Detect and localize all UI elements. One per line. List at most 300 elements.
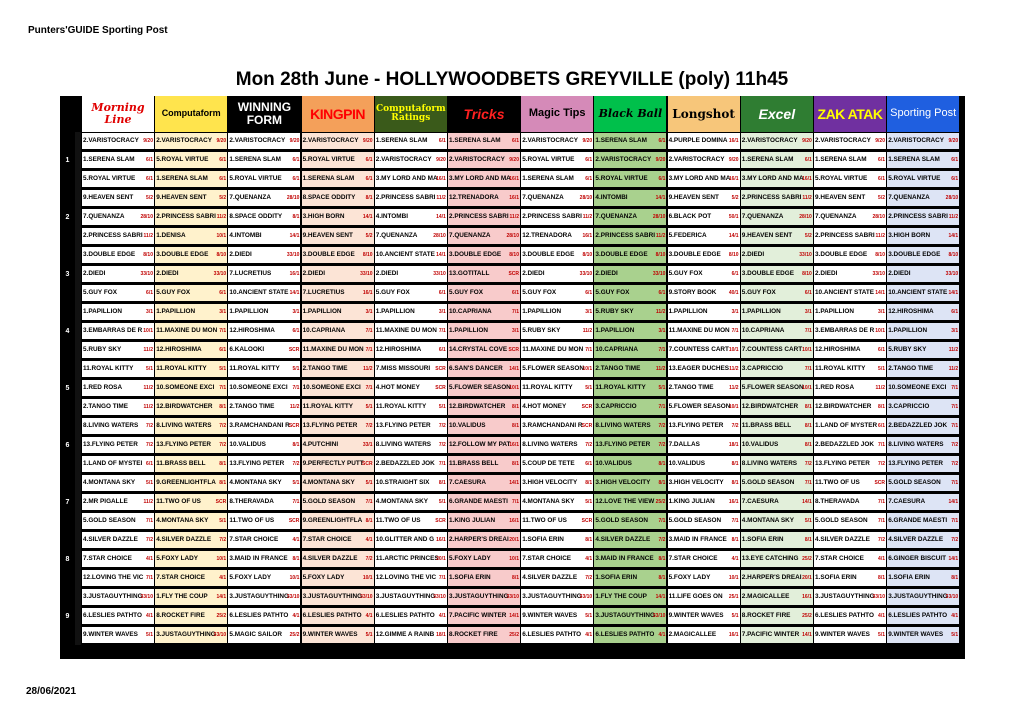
horse-odds: 14/1 — [509, 366, 519, 372]
horse-odds: 10/1 — [875, 328, 885, 334]
horse-name: 11.ROYAL KITTY — [375, 403, 427, 410]
tip-cell — [668, 133, 740, 149]
horse-name: 3.JUSTAGUYTHING — [595, 612, 655, 619]
tip-cell — [448, 399, 520, 415]
tip-cell — [448, 209, 520, 225]
horse-odds: 33/10 — [433, 594, 446, 600]
horse-name: 4.SILVER DAZZLE — [83, 536, 138, 543]
horse-odds: 20/1 — [802, 575, 812, 581]
tip-cell — [668, 589, 740, 605]
tip-cell — [82, 437, 154, 453]
horse-odds: 14/1 — [948, 556, 959, 562]
horse-name: 5.FOXY LADY — [229, 574, 272, 581]
horse-odds: 7/1 — [512, 499, 519, 505]
header-kingpin: KINGPIN — [302, 96, 374, 132]
horse-name: 10.GLITTER AND G — [375, 536, 435, 543]
horse-odds: 7/2 — [219, 423, 227, 429]
horse-odds: 11/2 — [948, 214, 959, 220]
horse-name: 2.VARISTOCRACY — [449, 156, 505, 163]
tip-cell — [594, 494, 666, 510]
tip-cell — [155, 399, 227, 415]
tip-rank-marker — [75, 626, 81, 645]
horse-odds: 7/2 — [658, 537, 666, 543]
tip-cell — [155, 627, 227, 643]
tip-cell — [668, 209, 740, 225]
horse-odds: 25/2 — [216, 613, 227, 619]
horse-odds: 9/20 — [436, 157, 446, 163]
tip-cell — [375, 608, 447, 624]
horse-odds: 7/1 — [878, 442, 885, 448]
horse-odds: 7/1 — [951, 385, 959, 391]
horse-odds: 7/2 — [951, 442, 959, 448]
horse-odds: 8/1 — [804, 404, 812, 410]
tip-cell — [155, 418, 227, 434]
horse-odds: 3/1 — [365, 309, 373, 315]
horse-name: 3.JUSTAGUYTHING — [375, 593, 436, 600]
horse-name: 12.HIROSHIMA — [888, 308, 934, 315]
header-magic-tips: Magic Tips — [521, 96, 593, 132]
horse-odds: 5/1 — [585, 385, 593, 391]
horse-odds: 14/1 — [289, 233, 300, 239]
tip-cell — [448, 551, 520, 567]
horse-name: 2.TANGO TIME — [888, 365, 934, 372]
tip-cell — [448, 589, 520, 605]
horse-name: 1.LAND OF MYSTER — [815, 422, 878, 429]
horse-odds: 8/1 — [731, 461, 739, 467]
horse-name: 2.DIEDI — [595, 270, 618, 277]
horse-name: 10.ANCIENT STATE — [375, 251, 435, 258]
horse-name: 5.GUY FOX — [595, 289, 630, 296]
horse-name: 7.LUCRETIUS — [229, 270, 272, 277]
horse-name: 5.FOXY LADY — [156, 555, 198, 562]
horse-odds: 33/10 — [433, 271, 446, 277]
horse-odds: 6/1 — [878, 176, 885, 182]
horse-odds: 11/2 — [875, 385, 885, 391]
horse-name: 1.SERENA SLAM — [375, 137, 428, 144]
tip-cell — [228, 171, 300, 187]
tip-cell — [594, 342, 666, 358]
horse-name: 11.TWO OF US — [375, 517, 421, 524]
tip-cell — [814, 342, 886, 358]
tip-cell — [814, 608, 886, 624]
tip-cell — [448, 171, 520, 187]
tip-cell — [741, 152, 813, 168]
tip-cell — [375, 456, 447, 472]
tip-cell — [155, 380, 227, 396]
horse-odds: 11/2 — [143, 347, 153, 353]
horse-name: 9.GREENLIGHTFLA — [302, 517, 363, 524]
horse-odds: SCR — [581, 518, 593, 524]
horse-odds: 7/2 — [658, 442, 666, 448]
horse-name: 5.GUY FOX — [668, 270, 703, 277]
tip-cell — [228, 456, 300, 472]
horse-odds: 4/1 — [292, 537, 300, 543]
tip-rank-marker — [75, 360, 81, 379]
tip-cell — [302, 133, 374, 149]
horse-name: 5.GOLD SEASON — [741, 479, 795, 486]
race-number: 1 — [65, 157, 70, 164]
horse-name: 2.PRINCESS SABRI — [156, 213, 216, 220]
horse-odds: 11/2 — [436, 195, 446, 201]
horse-name: 4.MONTANA SKY — [375, 498, 428, 505]
horse-odds: 5/2 — [365, 233, 373, 239]
horse-odds: 4/1 — [731, 556, 739, 562]
horse-name: 10.CAPRIANA — [595, 346, 639, 353]
horse-name: 4.PURPLE DOMINA — [668, 137, 728, 144]
table-row — [60, 474, 960, 493]
race-number: 4 — [65, 328, 70, 335]
tip-cell — [668, 304, 740, 320]
horse-odds: 3/1 — [731, 309, 739, 315]
horse-name: 7.MISS MISSOURI — [375, 365, 431, 372]
tip-rank-marker — [75, 550, 81, 569]
horse-odds: 7/2 — [951, 537, 959, 543]
tip-cell — [82, 171, 154, 187]
tip-cell — [521, 342, 593, 358]
horse-odds: 16/1 — [436, 537, 446, 543]
horse-odds: 7/1 — [951, 423, 959, 429]
horse-odds: 6/1 — [951, 176, 959, 182]
tip-cell — [668, 608, 740, 624]
horse-odds: 8/1 — [804, 423, 812, 429]
horse-odds: 4/1 — [365, 613, 373, 619]
horse-name: 3.MY LORD AND MA — [375, 175, 438, 182]
tip-cell — [741, 304, 813, 320]
horse-name: 4.MONTANA SKY — [156, 517, 209, 524]
tip-cell — [448, 361, 520, 377]
table-row — [60, 208, 960, 227]
horse-odds: 25/2 — [802, 556, 812, 562]
tip-cell — [668, 399, 740, 415]
horse-name: 6.LESLIES PATHTO — [888, 612, 948, 619]
tip-cell — [887, 247, 959, 263]
horse-odds: 6/1 — [658, 138, 666, 144]
horse-name: 9.WINTER WAVES — [888, 631, 944, 638]
horse-name: 7.CAESURA — [741, 498, 779, 505]
horse-name: 1.SERENA SLAM — [229, 156, 281, 163]
tip-cell — [448, 437, 520, 453]
horse-odds: 6/1 — [365, 176, 373, 182]
tip-cell — [814, 418, 886, 434]
horse-odds: 4/1 — [585, 632, 593, 638]
horse-odds: 14/1 — [655, 195, 666, 201]
horse-name: 12.LOVE THE VIEW — [595, 498, 655, 505]
horse-name: 9.HEAVEN SENT — [815, 194, 866, 201]
tip-cell — [814, 627, 886, 643]
horse-name: 7.QUENANZA — [815, 213, 857, 220]
tip-cell — [521, 171, 593, 187]
tip-cell — [302, 456, 374, 472]
horse-name: 2.DIEDI — [229, 251, 252, 258]
horse-name: 4.SILVER DAZZLE — [522, 574, 578, 581]
tip-cell — [814, 475, 886, 491]
horse-odds: 11/2 — [582, 214, 593, 220]
horse-name: 3.MAID IN FRANCE — [668, 536, 727, 543]
horse-name: 3.DOUBLE EDGE — [741, 270, 794, 277]
horse-odds: 10/1 — [509, 385, 519, 391]
tip-cell — [594, 304, 666, 320]
horse-odds: 7/2 — [365, 556, 373, 562]
horse-odds: 14/1 — [728, 233, 739, 239]
horse-name: 3.JUSTAGUYTHING — [449, 593, 509, 600]
horse-odds: 5/1 — [438, 404, 446, 410]
horse-odds: 16/1 — [509, 195, 519, 201]
tip-cell — [228, 589, 300, 605]
horse-name: 11.ROYAL KITTY — [229, 365, 280, 372]
horse-name: 7.STAR CHOICE — [668, 555, 718, 562]
horse-name: 14.CRYSTAL COVE — [449, 346, 508, 353]
tip-cell — [521, 133, 593, 149]
table-row — [60, 132, 960, 151]
horse-name: 4.MONTANA SKY — [741, 517, 794, 524]
tip-cell — [448, 133, 520, 149]
race-number — [60, 455, 75, 474]
tip-cell — [668, 266, 740, 282]
tip-cell — [814, 570, 886, 586]
horse-name: 7.QUENANZA — [522, 194, 564, 201]
tip-cell — [155, 285, 227, 301]
horse-name: 1.SERENA SLAM — [595, 137, 647, 144]
tip-cell — [814, 323, 886, 339]
table-row — [60, 379, 960, 398]
horse-name: 9.WINTER WAVES — [522, 612, 578, 619]
horse-odds: 10/1 — [143, 328, 153, 334]
tip-cell — [741, 209, 813, 225]
right-edge-strip — [960, 132, 965, 659]
tip-rank-marker — [75, 227, 81, 246]
horse-name: 12.LOVING THE VIC — [83, 574, 144, 581]
tip-cell — [375, 323, 447, 339]
horse-odds: 16/1 — [362, 290, 373, 296]
horse-odds: 4/1 — [878, 556, 885, 562]
horse-odds: SCR — [435, 518, 446, 524]
horse-odds: 7/1 — [292, 499, 300, 505]
horse-name: 2.VARISTOCRACY — [522, 137, 579, 144]
horse-odds: 11/2 — [655, 233, 666, 239]
horse-name: 3.JUSTAGUYTHING — [522, 593, 582, 600]
horse-odds: 8/1 — [878, 575, 885, 581]
tip-cell — [82, 399, 154, 415]
tip-rank-marker — [75, 284, 81, 303]
horse-odds: 14/1 — [802, 632, 812, 638]
horse-odds: 7/2 — [878, 537, 885, 543]
horse-name: 5.ROYAL VIRTUE — [888, 175, 941, 182]
table-row — [60, 246, 960, 265]
horse-name: 11.ARCTIC PRINCES — [375, 555, 439, 562]
horse-name: 1.SERENA SLAM — [815, 156, 867, 163]
horse-odds: 14/1 — [802, 499, 812, 505]
horse-name: 5.RUBY SKY — [83, 346, 122, 353]
horse-name: 11.ROYAL KITTY — [595, 384, 646, 391]
tip-cell — [228, 513, 300, 529]
horse-name: 4.SILVER DAZZLE — [815, 536, 870, 543]
tip-cell — [521, 551, 593, 567]
horse-name: 3.DOUBLE EDGE — [449, 251, 502, 258]
horse-name: 10.VALIDUS — [229, 441, 266, 448]
horse-name: 5.FLOWER SEASON — [522, 365, 584, 372]
horse-name: 7.COUNTESS CART — [668, 346, 729, 353]
horse-odds: 7/1 — [878, 518, 885, 524]
horse-odds: 7/2 — [878, 461, 885, 467]
horse-odds: 8/1 — [219, 461, 227, 467]
horse-odds: 10/1 — [362, 575, 373, 581]
tip-cell — [228, 247, 300, 263]
tip-cell — [155, 323, 227, 339]
horse-name: 10.SOMEONE EXCI — [888, 384, 947, 391]
horse-name: 6.GRANDE MAESTI — [449, 498, 508, 505]
race-number — [60, 512, 75, 531]
horse-odds: 10/1 — [582, 366, 593, 372]
tip-cell — [521, 247, 593, 263]
tip-cell — [668, 342, 740, 358]
horse-name: 11.TWO OF US — [815, 479, 860, 486]
tip-rank-marker — [75, 189, 81, 208]
tip-cell — [887, 380, 959, 396]
horse-name: 1.PAPILLION — [595, 327, 635, 334]
horse-odds: 7/2 — [146, 537, 153, 543]
horse-name: 5.GUY FOX — [741, 289, 776, 296]
horse-name: 11.MAXINE DU MON — [156, 327, 218, 334]
tip-cell — [448, 285, 520, 301]
tip-cell — [82, 361, 154, 377]
header-tricks: Tricks — [448, 96, 520, 132]
horse-name: 11.MAXINE DU MON — [302, 346, 364, 353]
tip-cell — [668, 285, 740, 301]
horse-odds: SCR — [874, 480, 885, 486]
horse-odds: 11/2 — [363, 366, 373, 372]
tip-cell — [814, 152, 886, 168]
horse-odds: 9/20 — [728, 157, 739, 163]
horse-name: 2.VARISTOCRACY — [815, 137, 871, 144]
tip-cell — [668, 228, 740, 244]
horse-odds: 8/1 — [512, 461, 519, 467]
horse-name: 11.ROYAL KITTY — [302, 403, 354, 410]
horse-odds: 8/10 — [875, 252, 885, 258]
horse-odds: 5/1 — [146, 366, 153, 372]
tip-cell — [448, 228, 520, 244]
horse-name: 1.SERENA SLAM — [302, 175, 355, 182]
horse-odds: 4/1 — [146, 556, 153, 562]
tip-rank-marker — [75, 417, 81, 436]
tip-cell — [521, 456, 593, 472]
tip-cell — [375, 285, 447, 301]
tip-cell — [82, 266, 154, 282]
race-number — [60, 246, 75, 265]
horse-odds: 33/10 — [360, 271, 373, 277]
horse-name: 9.HEAVEN SENT — [83, 194, 134, 201]
tip-cell — [887, 209, 959, 225]
horse-name: 12.TRENADORA — [522, 232, 572, 239]
horse-name: 2.PRINCESS SABRI — [522, 213, 582, 220]
horse-odds: 8/1 — [292, 214, 300, 220]
horse-name: 1.SERENA SLAM — [741, 156, 794, 163]
horse-name: 2.PRINCESS SABRI — [595, 232, 656, 239]
tip-cell — [82, 323, 154, 339]
horse-odds: 33/10 — [872, 594, 885, 600]
race-number — [60, 170, 75, 189]
tip-cell — [594, 323, 666, 339]
tip-cell — [82, 475, 154, 491]
horse-name: 12.GIMME A RAINB — [375, 631, 435, 638]
tip-cell — [594, 456, 666, 472]
horse-odds: 5/1 — [585, 613, 593, 619]
tip-cell — [521, 399, 593, 415]
tips-grid — [60, 96, 965, 659]
horse-odds: 5/1 — [585, 499, 593, 505]
horse-name: 2.VARISTOCRACY — [888, 137, 945, 144]
tip-cell — [302, 342, 374, 358]
horse-odds: 3/1 — [878, 309, 885, 315]
horse-name: 8.LIVING WATERS — [522, 441, 578, 448]
tip-cell — [228, 494, 300, 510]
horse-name: 3.DOUBLE EDGE — [83, 251, 136, 258]
horse-odds: 5/1 — [951, 632, 959, 638]
horse-odds: 9/20 — [289, 138, 300, 144]
horse-name: 4.PUTCHINI — [302, 441, 339, 448]
header-sporting-post: Sporting Post — [887, 96, 959, 132]
tip-cell — [741, 380, 813, 396]
horse-odds: 6/1 — [146, 157, 153, 163]
horse-odds: 6/1 — [512, 290, 519, 296]
horse-odds: 14/1 — [948, 290, 959, 296]
horse-odds: 11/2 — [289, 404, 300, 410]
horse-odds: 28/10 — [652, 214, 666, 220]
horse-odds: 11/2 — [802, 195, 812, 201]
tip-cell — [521, 190, 593, 206]
horse-odds: 28/10 — [579, 195, 593, 201]
horse-name: 2.DIEDI — [83, 270, 106, 277]
horse-name: 2.PRINCESS SABRI — [83, 232, 143, 239]
horse-odds: 7/1 — [365, 328, 373, 334]
tip-cell — [887, 304, 959, 320]
tip-cell — [814, 361, 886, 377]
tip-cell — [521, 152, 593, 168]
horse-name: 11.ROYAL KITTY — [815, 365, 866, 372]
horse-odds: 7/1 — [951, 480, 959, 486]
horse-odds: 6/1 — [878, 347, 885, 353]
horse-odds: 10/1 — [216, 556, 227, 562]
horse-name: 12.BIRDWATCHER — [741, 403, 799, 410]
horse-name: 2.VARISTOCRACY — [156, 137, 213, 144]
horse-name: 13.FLYING PETER — [302, 422, 358, 429]
horse-odds: 8/1 — [219, 480, 227, 486]
tip-cell — [448, 494, 520, 510]
tip-cell — [741, 627, 813, 643]
tip-cell — [448, 475, 520, 491]
horse-odds: 8/1 — [731, 480, 739, 486]
horse-name: 5.FEDERICA — [668, 232, 707, 239]
horse-name: 2.MR PIGALLE — [83, 498, 128, 505]
table-row — [60, 626, 960, 645]
horse-name: 7.STAR CHOICE — [815, 555, 864, 562]
horse-name: 1.SOFIA ERIN — [888, 574, 930, 581]
horse-odds: 16/1 — [509, 442, 519, 448]
horse-name: 1.PAPILLION — [375, 308, 415, 315]
horse-odds: 33/1 — [362, 442, 373, 448]
horse-odds: 7/1 — [365, 347, 373, 353]
tip-cell — [594, 361, 666, 377]
horse-odds: 11/2 — [729, 385, 739, 391]
horse-name: 10.ANCIENT STATE — [888, 289, 948, 296]
tip-cell — [668, 380, 740, 396]
horse-name: 3.EMBARRAS DE R — [83, 327, 143, 334]
tip-cell — [521, 380, 593, 396]
horse-odds: 8/1 — [292, 556, 300, 562]
horse-odds: 11/2 — [143, 385, 153, 391]
horse-name: 9.STORY BOOK — [668, 289, 717, 296]
horse-odds: 33/10 — [579, 594, 593, 600]
horse-odds: 10/1 — [216, 233, 227, 239]
